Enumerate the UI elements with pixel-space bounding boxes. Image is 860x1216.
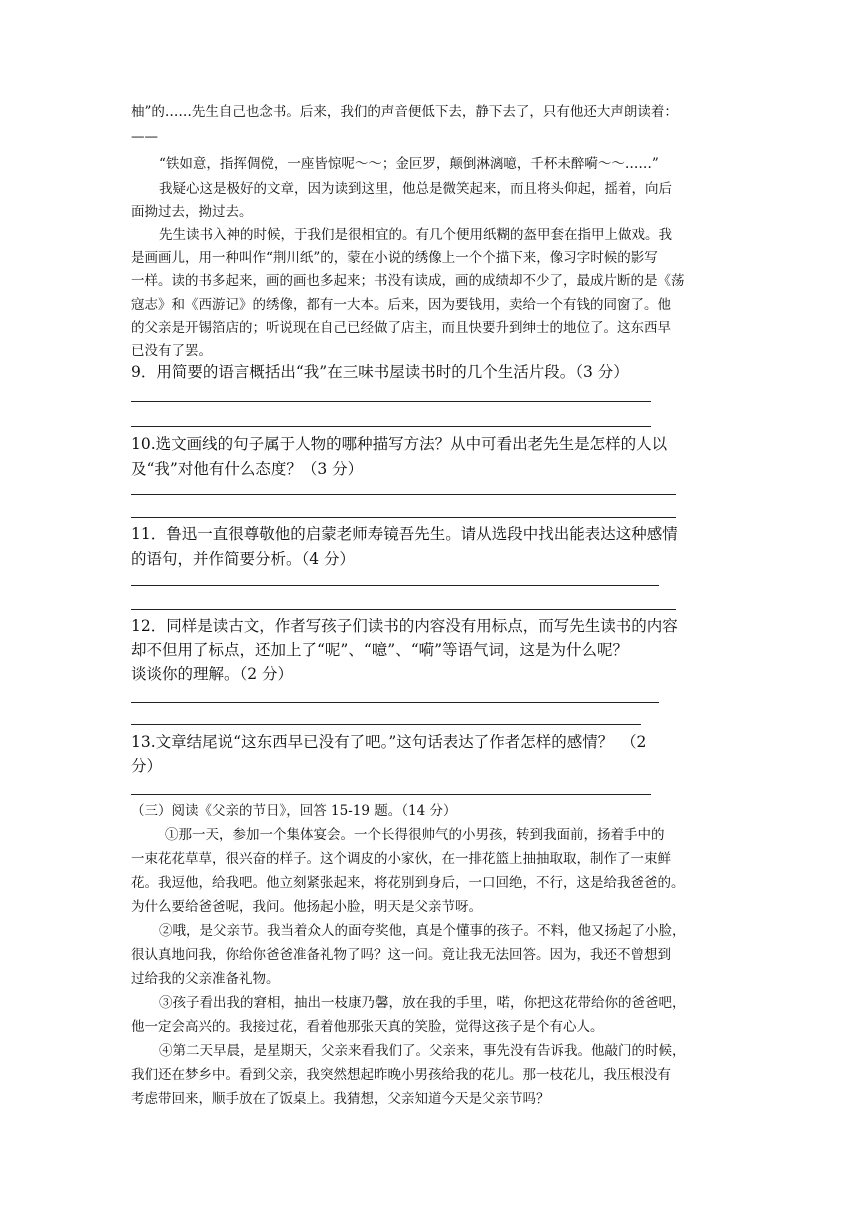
passage-line: 寇志》和《西游记》的绣像，都有一大本。后来，因为要钱用，卖给一个有钱的同窗了。他 xyxy=(131,297,671,313)
passage-line: ③孩子看出我的窘相，抽出一枝康乃馨，放在我的手里，喏，你把这花带给你的爸爸吧， xyxy=(159,995,686,1011)
answer-line[interactable] xyxy=(131,585,659,586)
answer-line[interactable] xyxy=(131,794,651,795)
answer-line[interactable] xyxy=(131,494,676,495)
passage-line: 先生读书入神的时候，于我们是很相宜的。有几个便用纸糊的盔甲套在指甲上做戏。我 xyxy=(159,227,672,243)
passage-line: ①那一天，参加一个集体宴会。一个长得很帅气的小男孩，转到我面前，扬着手中的 xyxy=(165,827,665,843)
question-12: 却不但用了标点，还加上了“呢”、“噫”、“嗬”等语气词，这是为什么呢？ xyxy=(131,641,629,659)
answer-line[interactable] xyxy=(131,517,676,518)
passage-line: 面拗过去，拗过去。 xyxy=(131,204,253,220)
passage-line: 过给我的父亲准备礼物。 xyxy=(131,971,280,987)
answer-line[interactable] xyxy=(131,426,651,427)
passage-line: ④第二天早晨，是星期天，父亲来看我们了。父亲来，事先没有告诉我。他敲门的时候， xyxy=(159,1043,686,1059)
passage-line: 已没有了罢。 xyxy=(131,343,212,359)
passage-line: 我疑心这是极好的文章，因为读到这里，他总是微笑起来，而且将头仰起，摇着，向后 xyxy=(159,181,672,197)
passage-line: 一束花花草草，很兴奋的样子。这个调皮的小家伙，在一排花篮上抽抽取取，制作了一束鲜 xyxy=(131,851,671,867)
passage-line: 花。我逗他，给我吧。他立刻紧张起来，将花别到身后，一口回绝，不行，这是给我爸爸的。 xyxy=(131,875,685,891)
question-13: 13.文章结尾说“这东西早已没有了吧。”这句话表达了作者怎样的感情？ （2 xyxy=(131,733,647,751)
question-12: 谈谈你的理解。（2 分） xyxy=(131,665,294,683)
section-heading: （三）阅读《父亲的节日》，回答 15-19 题。（14 分） xyxy=(131,803,457,819)
answer-line[interactable] xyxy=(131,609,676,610)
question-10: 10.选文画线的句子属于人物的哪种描写方法？从中可看出老先生是怎样的人以 xyxy=(131,435,668,453)
question-9: 9．用简要的语言概括出“我”在三味书屋读书时的几个生活片段。（3 分） xyxy=(131,363,629,381)
answer-line[interactable] xyxy=(131,702,659,703)
passage-line: 为什么要给爸爸呢，我问。他扬起小脸，明天是父亲节呀。 xyxy=(131,899,482,915)
question-11: 的语句，并作简要分析。（4 分） xyxy=(131,550,356,568)
passage-line: 是画画儿，用一种叫作“荆川纸”的，蒙在小说的绣像上一个个描下来，像习字时候的影写 xyxy=(131,250,658,266)
passage-line: 很认真地问我，你给你爸爸准备礼物了吗？这一问。竟让我无法回答。因为，我还不曾想到 xyxy=(131,947,671,963)
answer-line[interactable] xyxy=(131,401,651,402)
passage-line: 我们还在梦乡中。看到父亲，我突然想起昨晚小男孩给我的花儿。那一枝花儿，我压根没有 xyxy=(131,1067,671,1083)
passage-line: 柚”的……先生自己也念书。后来，我们的声音便低下去，静下去了，只有他还大声朗读着： xyxy=(131,104,678,120)
question-11: 11．鲁迅一直很尊敬他的启蒙老师寿镜吾先生。请从选段中找出能表达这种感情 xyxy=(131,525,678,543)
question-10: 及“我”对他有什么态度？（3 分） xyxy=(131,460,364,478)
passage-line: —— xyxy=(131,129,158,145)
passage-line: 的父亲是开锡箔店的；听说现在自己已经做了店主，而且快要升到绅士的地位了。这东西早 xyxy=(131,320,671,336)
question-13: 分） xyxy=(131,757,163,775)
passage-line: 一样。读的书多起来，画的画也多起来；书没有读成，画的成绩却不少了，最成片断的是《荡 xyxy=(131,273,685,289)
passage-line: ②哦，是父亲节。我当着众人的面夸奖他，真是个懂事的孩子。不料，他又扬起了小脸， xyxy=(159,923,686,939)
question-12: 12．同样是读古文，作者写孩子们读书的内容没有用标点，而写先生读书的内容 xyxy=(131,617,678,635)
passage-line: “铁如意，指挥倜傥，一座皆惊呢～～；金叵罗，颠倒淋漓噫，千杯未醉嗬～～……” xyxy=(159,156,659,172)
answer-line[interactable] xyxy=(131,724,641,725)
passage-line: 他一定会高兴的。我接过花，看着他那张天真的笑脸，觉得这孩子是个有心人。 xyxy=(131,1019,604,1035)
passage-line: 考虑带回来，顺手放在了饭桌上。我猜想，父亲知道今天是父亲节吗？ xyxy=(131,1091,550,1107)
